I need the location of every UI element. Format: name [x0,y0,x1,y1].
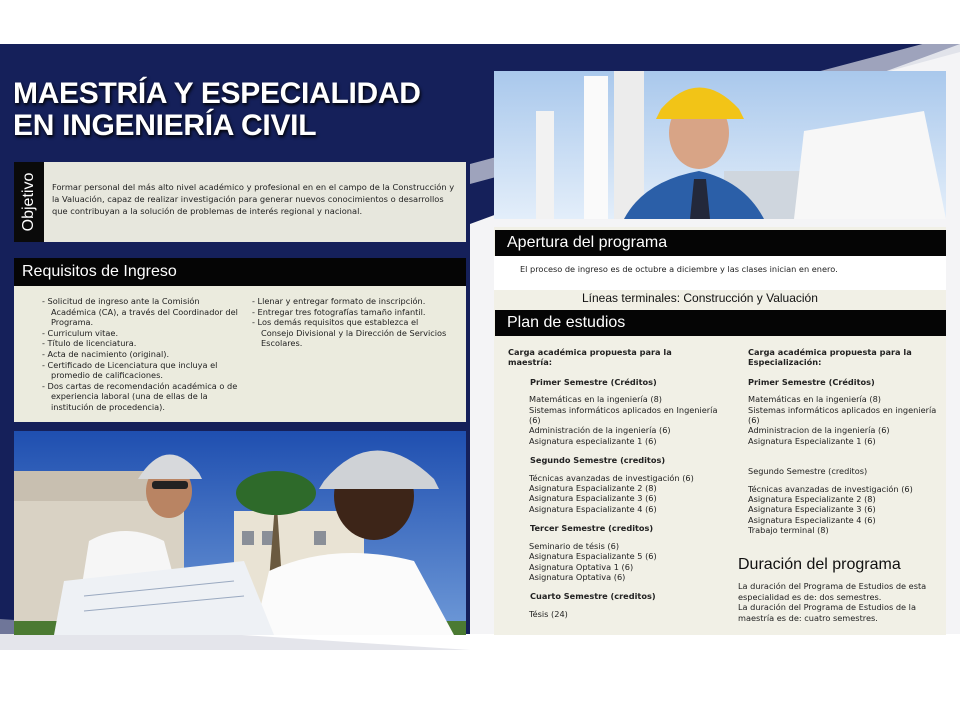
duracion-text-1: La duración del Programa de Estudios de esta especialidad es de: dos semestres. [738,581,927,602]
list-item: Asignatura Especializante 4 (6) [748,514,876,525]
list-item: Matemáticas en la ingeniería (8) [748,394,881,405]
semester-title: Primer Semestre (Créditos) [530,376,657,387]
list-item: - Solicitud de ingreso ante la Comisión Académica (CA), a través del Coordinador del Programa. [42,296,238,328]
semester-items [748,394,943,446]
list-item: Asignatura Espacializante 4 (6) [529,503,657,514]
requisitos-right-list [252,296,452,349]
title-line-1: MAESTRÍA Y ESPECIALIDAD [13,77,421,110]
objetivo-text: Formar personal del más alto nivel académico y profesional en en el campo de la Construcción y la Valuación, capaz de realizar investigación para generar nuevos conocimientos o desarrollos que contribuyan a la solución de problemas de interés regional y nacional. [52,182,455,216]
title-line-2: EN INGENIERÍA CIVIL [13,109,317,142]
objetivo-tab-label: Objetivo [20,172,37,232]
list-item: Asignatura Especializante 2 (8) [748,494,876,505]
duracion-text [738,581,938,623]
especializacion-column [748,347,943,536]
semester-title: Segundo Semestre (creditos) [748,466,868,477]
list-item: - Dos cartas de recomendación académica o de experiencia laboral (una de ellas de la institución de procedencia). [42,380,238,412]
list-item: Asignatura Especializante 3 (6) [748,504,876,515]
duracion-text-2: La duración del Programa de Estudios de la maestría es de: cuatro semestres. [738,602,916,623]
requisitos-heading: Requisitos de Ingreso [14,258,466,286]
list-item: Sistemas informáticos aplicados en ingeniería (6) [748,404,937,426]
list-item: - Los demás requisitos que establezca el Consejo Divisional y la Dirección de Servicios Escolares. [252,317,447,349]
engineers-photo [14,431,466,635]
list-item: Asignatura Espacializante 2 (8) [529,483,657,494]
list-item: Trabajo terminal (8) [748,525,829,536]
apertura-text: El proceso de ingreso es de octubre a diciembre y las clases inician en enero. [520,264,838,274]
maestria-column [508,347,718,619]
list-item: Sistemas informáticos aplicados en Ingeniería (6) [529,404,718,426]
semester-items [508,394,718,446]
engineer-helmet-photo [494,71,946,219]
list-item: Técnicas avanzadas de investigación (6) [748,483,913,494]
lineas-terminales: Líneas terminales: Construcción y Valuación [582,291,818,305]
list-item: - Acta de nacimiento (original). [42,348,170,359]
semester-items [508,609,718,619]
list-item: Asignatura Optativa (6) [529,571,626,582]
maestria-heading: Carga académica propuesta para la maestría: [508,347,672,368]
list-item: - Entregar tres fotografías tamaño infantil. [252,306,426,317]
especializacion-heading: Carga académica propuesta para la Especialización: [748,347,912,368]
duracion-heading: Duración del programa [738,556,901,573]
page-title [13,78,421,142]
semester-items [508,473,718,515]
list-item: Tésis (24) [529,608,568,619]
list-item: - Curriculum vitae. [42,327,119,338]
list-item: - Título de licenciatura. [42,338,137,349]
semester-title: Cuarto Semestre (creditos) [530,591,656,602]
list-item: Técnicas avanzadas de investigación (6) [529,472,694,483]
requisitos-left-list [42,296,242,413]
semester-items [508,541,718,583]
apertura-heading: Apertura del programa [495,230,946,256]
semester-title: Segundo Semestre (creditos) [530,455,666,466]
list-item: Matemáticas en la ingeniería (8) [529,394,662,405]
list-item: Asignatura Optativa 1 (6) [529,561,634,572]
plan-heading: Plan de estudios [495,310,946,336]
list-item: Administración de la ingeniería (6) [529,425,671,436]
list-item: Administracion de la ingeniería (6) [748,425,890,436]
list-item: Asignatura Espacializante 3 (6) [529,493,657,504]
engineers-illustration [14,431,466,635]
list-item: Seminario de tésis (6) [529,540,620,551]
list-item: - Certificado de Licenciatura que incluya el promedio de calificaciones. [42,359,218,381]
list-item: Asignatura Espacializante 5 (6) [529,551,657,562]
list-item: Asignatura especializante 1 (6) [529,435,657,446]
list-item: - Llenar y entregar formato de inscripción. [252,296,426,306]
helmet-engineer-illustration [494,71,946,219]
semester-title: Primer Semestre (Créditos) [748,376,875,387]
list-item: Asignatura Especializante 1 (6) [748,435,876,446]
semester-title: Tercer Semestre (creditos) [530,523,654,534]
objetivo-tab [14,162,44,242]
semester-items [748,484,943,536]
